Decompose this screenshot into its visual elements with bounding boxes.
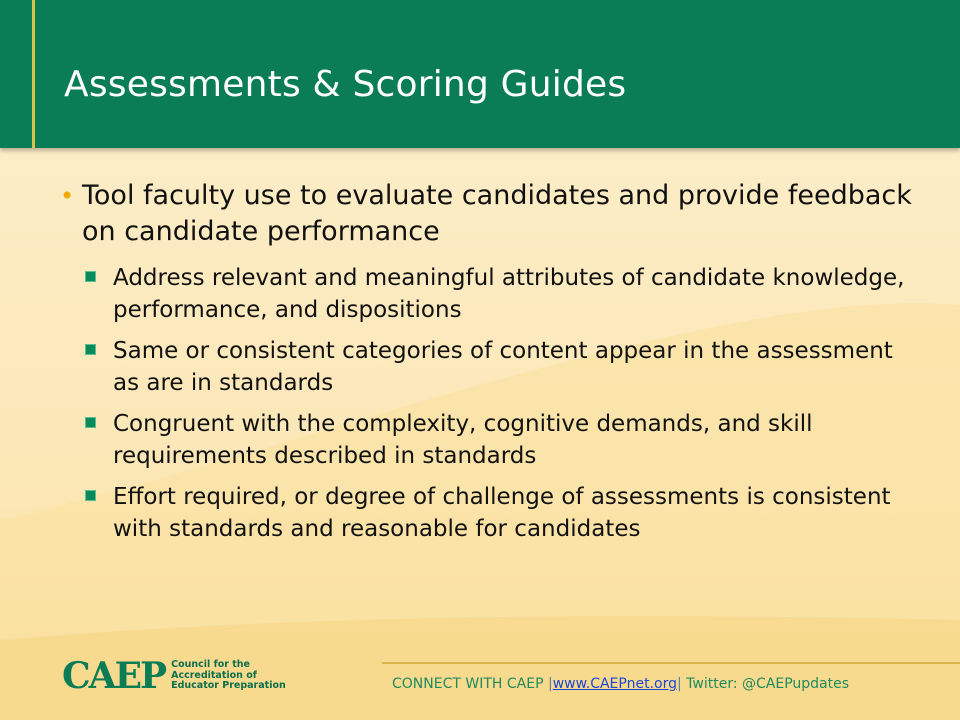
square-bullet-icon: [85, 490, 96, 501]
sub-bullet-text: Address relevant and meaningful attributes of candidate knowledge, performance, and dispositions: [113, 265, 905, 323]
square-bullet-icon: [85, 417, 96, 428]
square-bullet-icon: [85, 271, 96, 282]
footer-divider: |: [677, 676, 682, 692]
sub-bullet-text: Congruent with the complexity, cognitive demands, and skill requirements described in standards: [113, 411, 813, 469]
sub-bullet-list: [58, 262, 918, 545]
main-bullet: [58, 178, 918, 250]
footer-rule: [382, 662, 960, 664]
title-bar: [0, 0, 960, 148]
sub-bullet-text: Effort required, or degree of challenge of assessments is consistent with standards and reasonable for candidates: [113, 484, 891, 542]
slide-body: [58, 178, 918, 554]
logo-line-3: Educator Preparation: [171, 680, 286, 692]
logo-line-2: Accreditation of: [171, 669, 257, 681]
sub-bullet: [58, 481, 918, 545]
footer-connect: [392, 676, 849, 692]
caep-logo-text: [171, 660, 286, 692]
caep-logo: [62, 656, 286, 696]
square-bullet-icon: [85, 344, 96, 355]
sub-bullet: [58, 335, 918, 399]
footer-divider: |: [547, 676, 553, 692]
logo-line-1: Council for the: [171, 659, 250, 671]
twitter-handle: Twitter: @CAEPupdates: [686, 676, 850, 692]
slide-title: Assessments & Scoring Guides: [64, 64, 627, 105]
header-accent-rule: [32, 0, 35, 148]
bullet-dot-icon: •: [60, 182, 75, 210]
caep-logo-mark: CAEP: [62, 655, 166, 697]
website-link[interactable]: www.CAEPnet.org: [552, 676, 677, 692]
connect-label: CONNECT WITH CAEP: [392, 676, 544, 692]
main-bullet-text: Tool faculty use to evaluate candidates and provide feedback on candidate performance: [82, 180, 912, 247]
sub-bullet: [58, 262, 918, 326]
sub-bullet-text: Same or consistent categories of content appear in the assessment as are in standards: [113, 338, 893, 396]
sub-bullet: [58, 408, 918, 472]
